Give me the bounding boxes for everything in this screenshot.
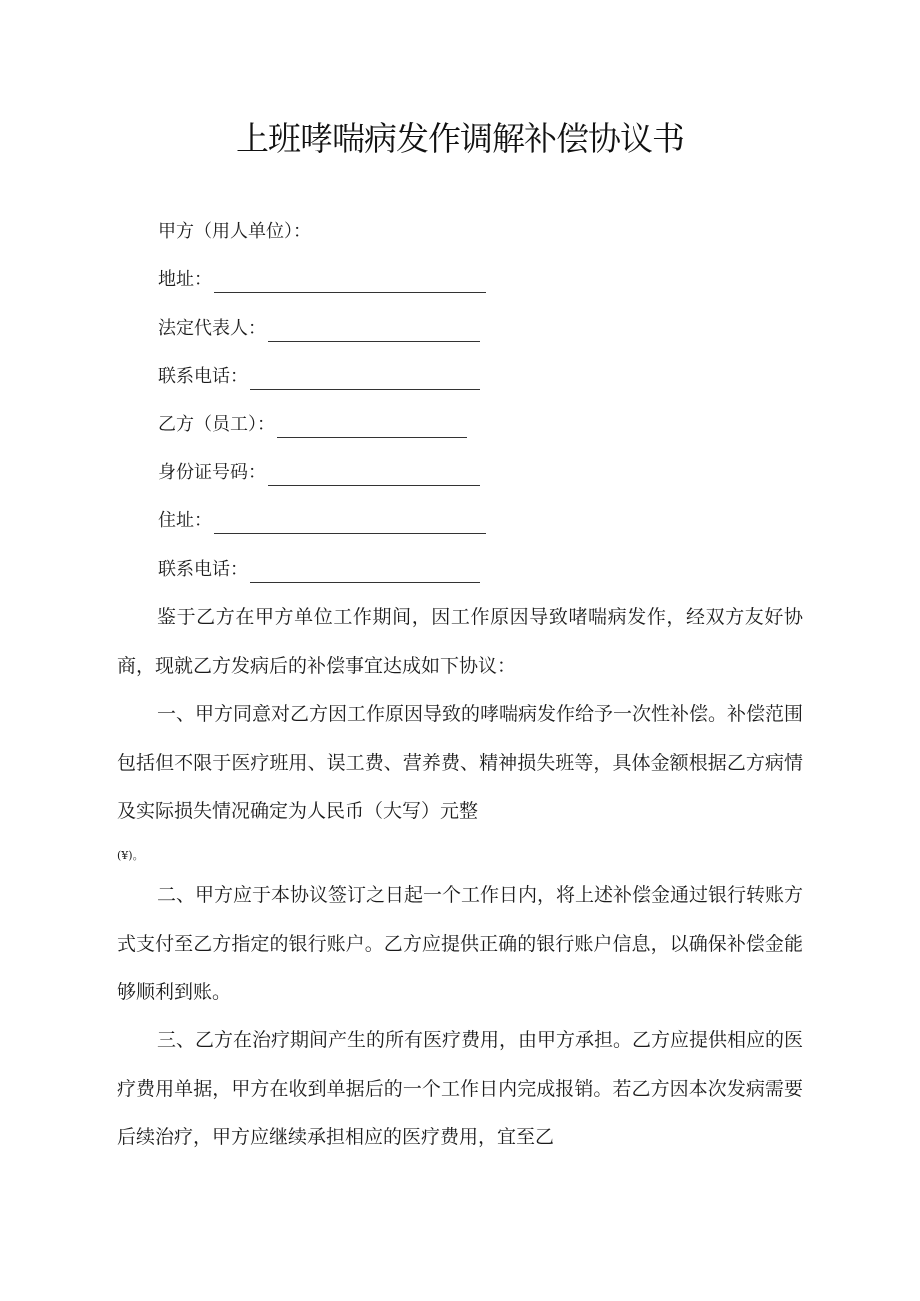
document-title: 上班哮喘病发作调解补偿协议书 (236, 119, 684, 158)
phone-b-field (158, 557, 480, 583)
id-number-field (158, 460, 480, 486)
residence-field (158, 508, 486, 534)
phone-a-label: 联系电话： (158, 366, 248, 387)
party-b-blank-line (277, 419, 467, 438)
clause-1-amount-note: (¥)。 (117, 849, 144, 862)
phone-b-blank-line (250, 564, 480, 583)
clause-3-paragraph: 三、乙方在治疗期间产生的所有医疗费用，由甲方承担。乙方应提供相应的医疗费用单据，甲方在收到单据后的一个工作日内完成报销。若乙方因本次发病需要后续治疗，甲方应继续承担相应的医疗费用，宜至乙 (117, 1029, 804, 1148)
party-a-field (158, 219, 311, 245)
phone-b-label: 联系电话： (158, 559, 248, 580)
address-label: 地址： (158, 269, 212, 290)
legal-rep-label: 法定代表人： (158, 318, 266, 339)
party-b-label: 乙方（员工）： (158, 414, 275, 435)
phone-a-field (158, 364, 480, 390)
residence-blank-line (214, 515, 486, 534)
intro-paragraph: 鉴于乙方在甲方单位工作期间，因工作原因导致啫喘病发作，经双方友好协商，现就乙方发病后的补偿事宜达成如下协议： (117, 606, 803, 677)
address-field (158, 267, 486, 293)
clause-1-paragraph: 一、甲方同意对乙方因工作原因导致的哮喘病发作给予一次性补偿。补偿范围包括但不限于医疗班用、误工费、营养费、精神损失班等，具体金额根据乙方病情及实际损失情况确定为人民币（大写）元整 (117, 703, 804, 822)
id-number-blank-line (268, 467, 480, 486)
legal-rep-field (158, 316, 480, 342)
phone-a-blank-line (250, 371, 480, 390)
party-b-field (158, 412, 467, 438)
legal-rep-blank-line (268, 323, 480, 342)
residence-label: 住址： (158, 510, 212, 531)
id-number-label: 身份证号码： (158, 462, 266, 483)
party-a-label: 甲方（用人单位）： (158, 221, 311, 242)
address-blank-line (214, 274, 486, 293)
clause-2-paragraph: 二、甲方应于本协议签订之日起一个工作日内，将上述补偿金通过银行转账方式支付至乙方指定的银行账户。乙方应提供正确的银行账户信息，以确保补偿金能够顺利到账。 (117, 884, 804, 1003)
